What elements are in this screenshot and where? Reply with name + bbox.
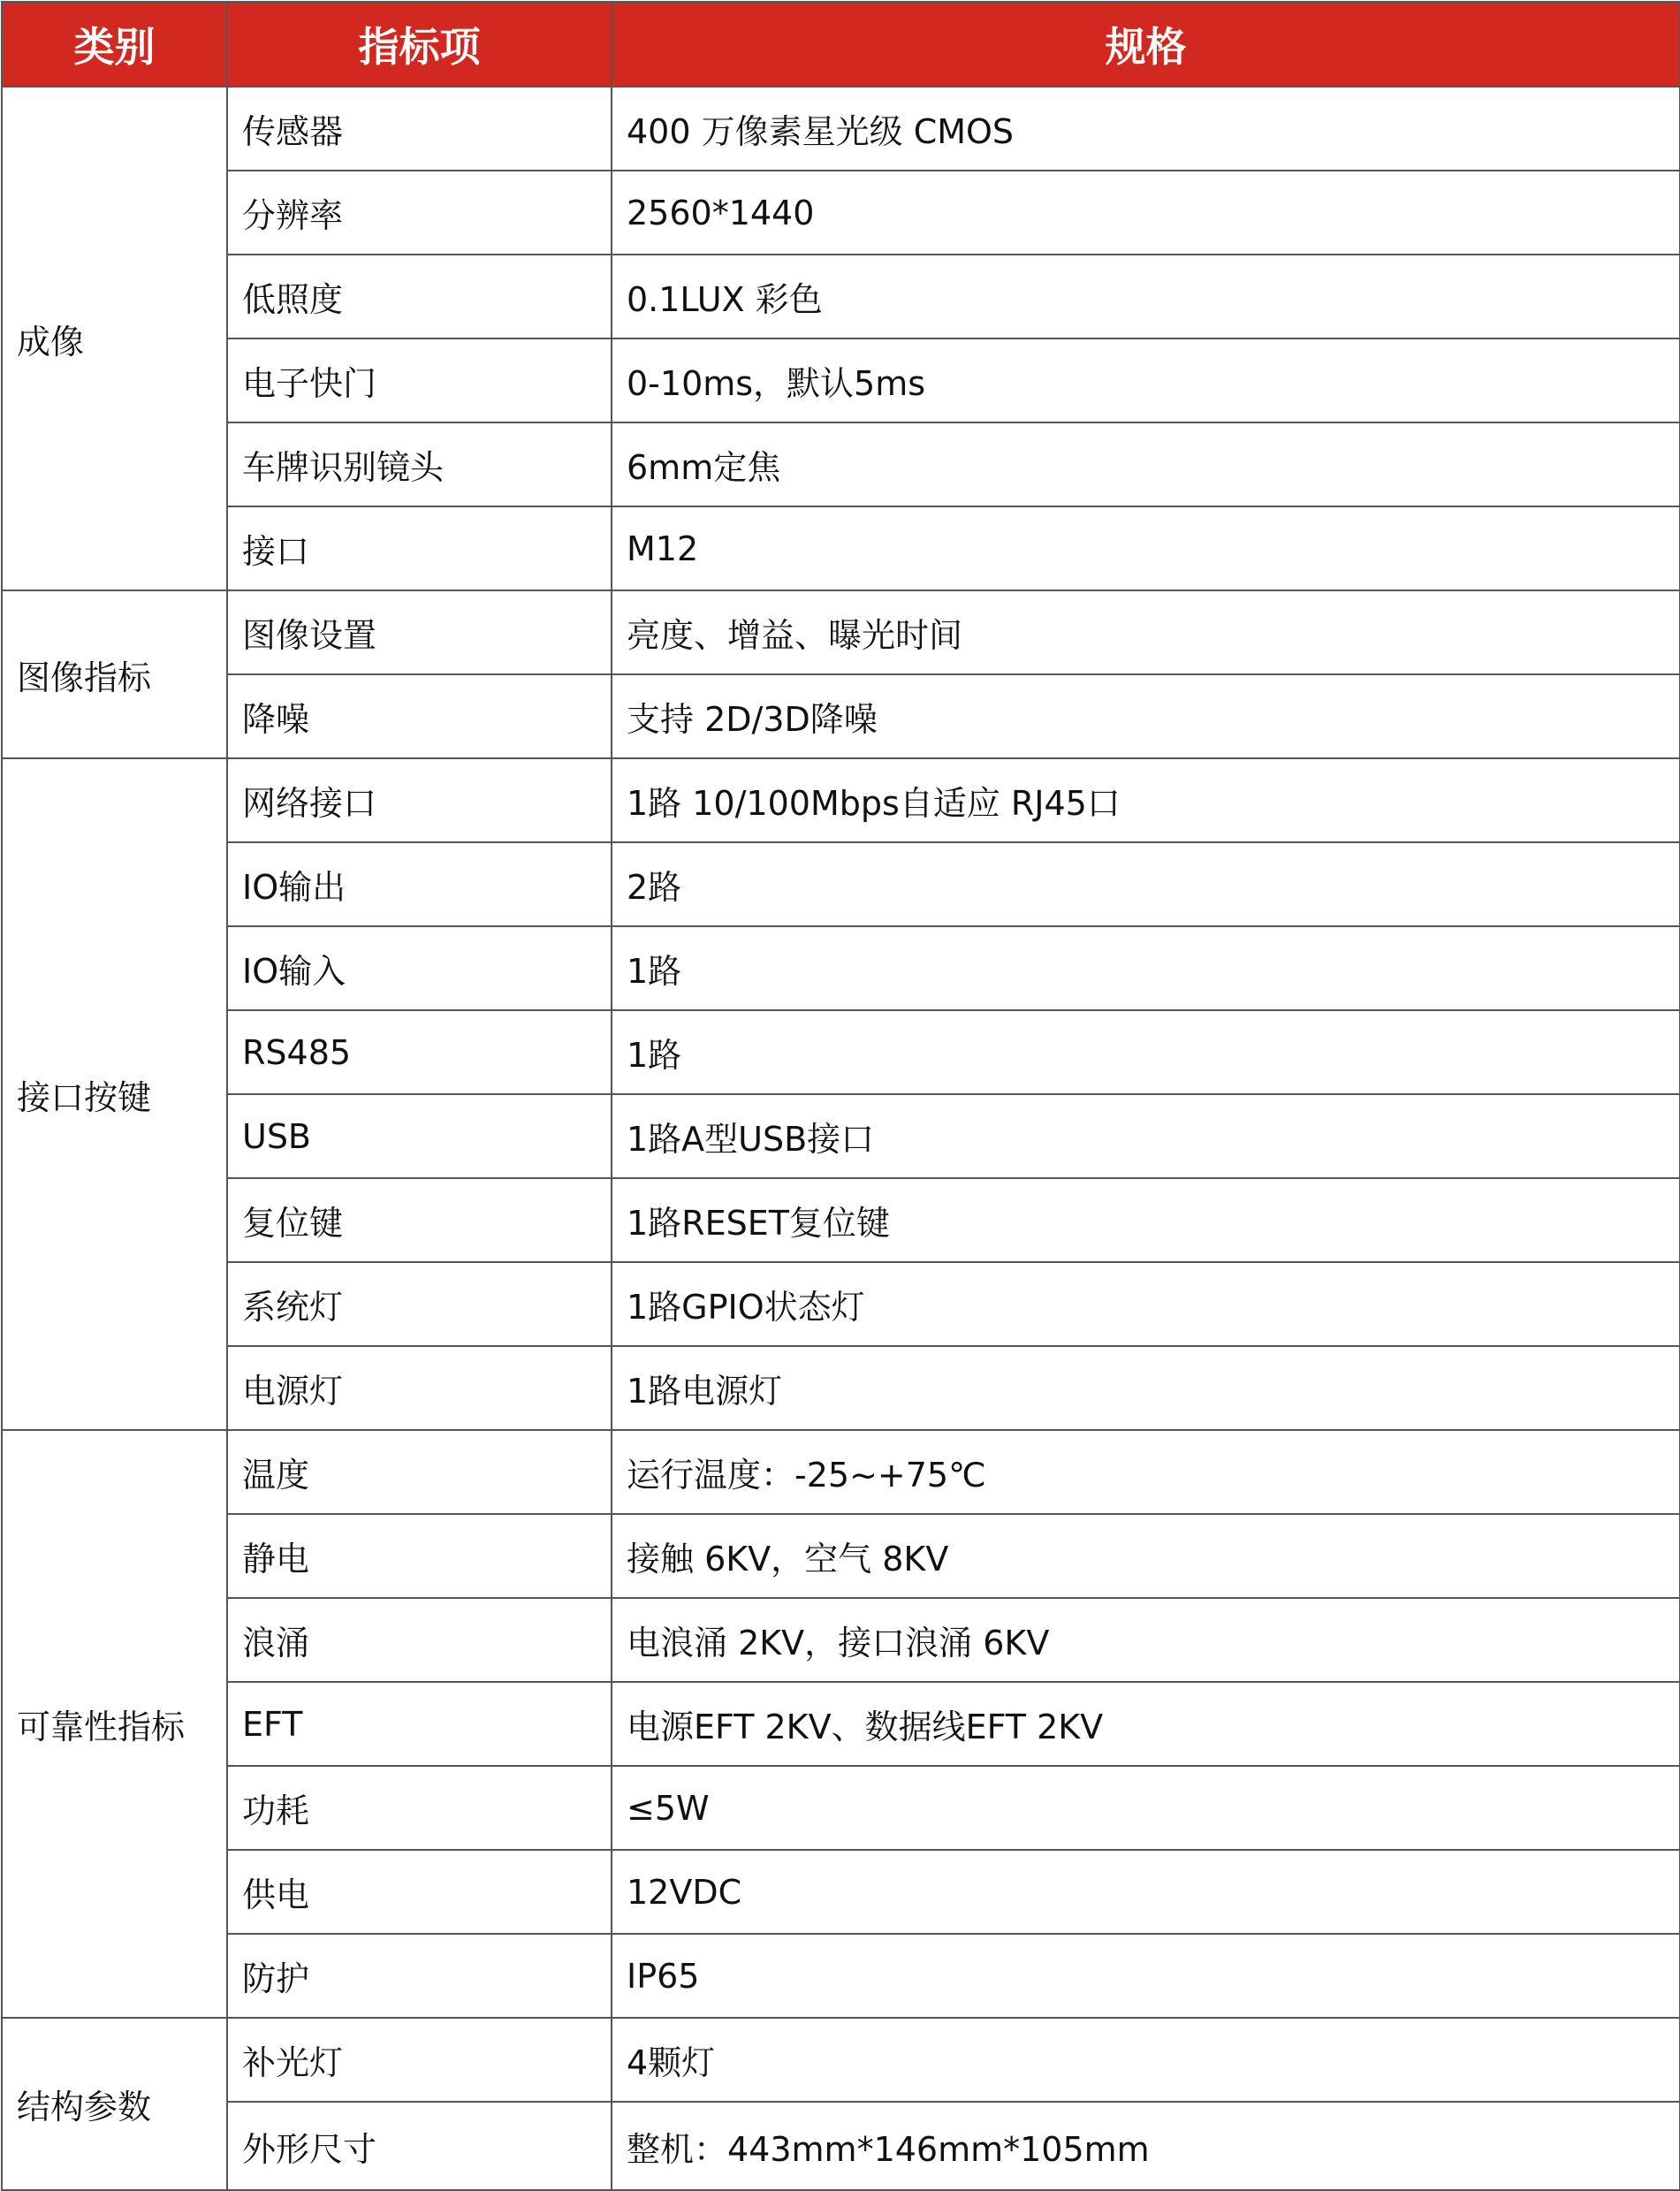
category-cell: 接口按键 <box>2 758 227 1430</box>
table-row <box>2 1262 1680 1346</box>
item-cell: EFT <box>227 1682 612 1766</box>
category-cell: 可靠性指标 <box>2 1430 227 2018</box>
header-row <box>2 2 1680 87</box>
spec-cell: 电源EFT 2KV、数据线EFT 2KV <box>612 1682 1680 1766</box>
table-row <box>2 1430 1680 1514</box>
item-cell: 外形尺寸 <box>227 2102 612 2190</box>
spec-cell: M12 <box>612 506 1680 590</box>
spec-cell: 运行温度：-25~+75℃ <box>612 1430 1680 1514</box>
item-cell: RS485 <box>227 1010 612 1094</box>
table-row <box>2 255 1680 339</box>
item-cell: 网络接口 <box>227 758 612 842</box>
table-row <box>2 339 1680 422</box>
spec-cell: 1路 <box>612 1010 1680 1094</box>
item-cell: 降噪 <box>227 674 612 758</box>
category-cell: 成像 <box>2 87 227 590</box>
item-cell: 低照度 <box>227 255 612 339</box>
spec-cell: 2路 <box>612 842 1680 926</box>
item-cell: 补光灯 <box>227 2018 612 2102</box>
item-cell: 防护 <box>227 1934 612 2018</box>
spec-cell: 支持 2D/3D降噪 <box>612 674 1680 758</box>
item-cell: 温度 <box>227 1430 612 1514</box>
spec-cell: 1路A型USB接口 <box>612 1094 1680 1178</box>
table-row <box>2 422 1680 506</box>
table-row <box>2 926 1680 1010</box>
item-cell: 浪涌 <box>227 1598 612 1682</box>
table-row <box>2 2018 1680 2102</box>
table-row <box>2 1766 1680 1850</box>
spec-cell: 6mm定焦 <box>612 422 1680 506</box>
table-row <box>2 1598 1680 1682</box>
spec-cell: 1路 10/100Mbps自适应 RJ45口 <box>612 758 1680 842</box>
item-cell: 接口 <box>227 506 612 590</box>
spec-cell: 亮度、增益、曝光时间 <box>612 590 1680 674</box>
spec-cell: 4颗灯 <box>612 2018 1680 2102</box>
table-row <box>2 590 1680 674</box>
item-cell: 功耗 <box>227 1766 612 1850</box>
category-cell: 图像指标 <box>2 590 227 758</box>
table-row <box>2 1346 1680 1430</box>
spec-cell: 1路GPIO状态灯 <box>612 1262 1680 1346</box>
item-cell: 供电 <box>227 1850 612 1934</box>
table-row <box>2 1178 1680 1262</box>
table-row <box>2 758 1680 842</box>
item-cell: 电子快门 <box>227 339 612 422</box>
item-cell: 传感器 <box>227 87 612 171</box>
item-cell: 分辨率 <box>227 171 612 255</box>
header-item: 指标项 <box>227 2 612 87</box>
spec-cell: IP65 <box>612 1934 1680 2018</box>
table-row <box>2 1682 1680 1766</box>
item-cell: 静电 <box>227 1514 612 1598</box>
spec-cell: 0-10ms，默认5ms <box>612 339 1680 422</box>
spec-cell: ≤5W <box>612 1766 1680 1850</box>
table-row <box>2 1010 1680 1094</box>
header-category: 类别 <box>2 2 227 87</box>
spec-cell: 2560*1440 <box>612 171 1680 255</box>
table-row <box>2 674 1680 758</box>
table-row <box>2 1934 1680 2018</box>
spec-cell: 1路电源灯 <box>612 1346 1680 1430</box>
spec-cell: 0.1LUX 彩色 <box>612 255 1680 339</box>
table-row <box>2 1094 1680 1178</box>
spec-cell: 400 万像素星光级 CMOS <box>612 87 1680 171</box>
category-cell: 结构参数 <box>2 2018 227 2190</box>
spec-cell: 电浪涌 2KV，接口浪涌 6KV <box>612 1598 1680 1682</box>
item-cell: 图像设置 <box>227 590 612 674</box>
spec-table <box>1 1 1680 2191</box>
item-cell: IO输出 <box>227 842 612 926</box>
table-row <box>2 171 1680 255</box>
item-cell: 电源灯 <box>227 1346 612 1430</box>
table-row <box>2 1850 1680 1934</box>
spec-cell: 1路 <box>612 926 1680 1010</box>
spec-cell: 接触 6KV，空气 8KV <box>612 1514 1680 1598</box>
item-cell: 复位键 <box>227 1178 612 1262</box>
item-cell: 车牌识别镜头 <box>227 422 612 506</box>
table-row <box>2 842 1680 926</box>
table-row <box>2 506 1680 590</box>
spec-cell: 12VDC <box>612 1850 1680 1934</box>
spec-cell: 1路RESET复位键 <box>612 1178 1680 1262</box>
table-row <box>2 1514 1680 1598</box>
table-row <box>2 2102 1680 2190</box>
table-row <box>2 87 1680 171</box>
item-cell: USB <box>227 1094 612 1178</box>
header-spec: 规格 <box>612 2 1680 87</box>
spec-cell: 整机：443mm*146mm*105mm <box>612 2102 1680 2190</box>
item-cell: IO输入 <box>227 926 612 1010</box>
item-cell: 系统灯 <box>227 1262 612 1346</box>
spec-body <box>2 87 1680 2190</box>
